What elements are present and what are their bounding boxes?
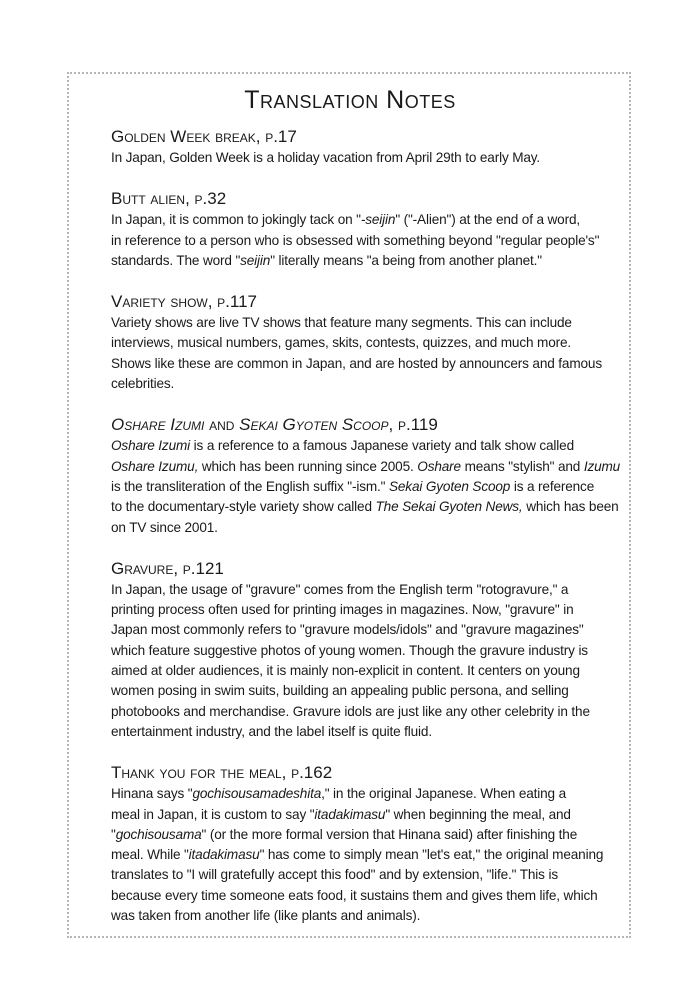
body-text: entertainment industry, and the label itself is quite fluid. <box>111 723 432 739</box>
italic-term: gochisousama <box>115 826 202 842</box>
body-text: In Japan, it is common to jokingly tack on " <box>111 212 361 228</box>
heading-text: and <box>204 415 240 435</box>
note-heading <box>111 188 631 210</box>
note-heading <box>111 291 631 313</box>
note-heading <box>111 414 631 436</box>
italic-term: itadakimasu <box>188 847 260 863</box>
translation-note <box>111 188 631 271</box>
heading-text: Gravure, p.121 <box>111 558 224 578</box>
italic-term: Izumu <box>583 458 621 474</box>
body-text: is the transliteration of the English suffix "-ism." <box>111 478 389 494</box>
note-body-line <box>111 251 631 271</box>
body-text: celebrities. <box>111 376 175 392</box>
note-body-line <box>111 518 631 538</box>
italic-term: Oshare <box>417 458 461 474</box>
note-body-line <box>111 148 631 168</box>
italic-term: Sekai Gyoten Scoop <box>388 478 511 494</box>
italic-term: The Sekai Gyoten News, <box>375 499 523 515</box>
note-body-line <box>111 805 631 825</box>
body-text: " ("-Alien") at the end of a word, <box>395 212 580 228</box>
body-text: In Japan, Golden Week is a holiday vacation from April 29th to early May. <box>111 150 541 165</box>
body-text: photobooks and merchandise. Gravure idols are just like any other celebrity in the <box>111 703 590 719</box>
italic-term: itadakimasu <box>314 806 386 822</box>
body-text: ," in the original Japanese. When eating a <box>321 786 566 802</box>
body-text: to the documentary-style variety show called <box>111 499 376 515</box>
body-text: which has been <box>522 499 619 515</box>
body-text: is a reference to a famous Japanese variety and talk show called <box>190 438 574 454</box>
note-heading <box>111 126 631 148</box>
body-text: " <box>111 826 116 842</box>
note-body-line <box>111 886 631 906</box>
heading-text: , p.119 <box>388 415 438 435</box>
body-text: Japan most commonly refers to "gravure models/idols" and "gravure magazines" <box>111 622 584 638</box>
body-text: meal. While " <box>111 847 189 863</box>
body-text: which has been running since 2005. <box>198 458 418 474</box>
body-text: translates to "I will gratefully accept this food" and by extension, "life." This is <box>111 867 558 883</box>
note-body-line <box>111 436 631 456</box>
italic-term: Oshare Izumi <box>111 438 191 454</box>
body-text: Variety shows are live TV shows that feature many segments. This can include <box>111 315 572 331</box>
body-text: was taken from another life (like plants and animals). <box>111 908 421 924</box>
body-text: in reference to a person who is obsessed with something beyond "regular people's" <box>111 232 600 248</box>
heading-text: Thank you for the meal, p.162 <box>111 763 333 783</box>
note-body-line <box>111 210 631 230</box>
body-text: is a reference <box>510 478 595 494</box>
translation-note <box>111 291 631 394</box>
body-text: " has come to simply mean "let's eat," the original meaning <box>259 847 604 863</box>
note-body-line <box>111 477 631 497</box>
body-text: which feature suggestive photos of young women. Though the gravure industry is <box>111 642 588 658</box>
body-text: " when beginning the meal, and <box>385 806 571 822</box>
heading-text: Variety show, p.117 <box>111 292 258 312</box>
note-body-line <box>111 374 631 394</box>
translation-note <box>111 414 631 537</box>
body-text: meal in Japan, it is custom to say " <box>111 806 315 822</box>
translation-note <box>111 762 631 926</box>
note-body-line <box>111 641 631 661</box>
italic-term: seijin <box>240 252 271 268</box>
body-text: In Japan, the usage of "gravure" comes from the English term "rotogravure," a <box>111 581 569 597</box>
body-text: means "stylish" and <box>460 458 584 474</box>
note-body-line <box>111 580 631 600</box>
body-text: aimed at older audiences, it is mainly non-explicit in content. It centers on young <box>111 663 580 679</box>
body-text: " (or the more formal version that Hinana said) after finishing the <box>201 826 578 842</box>
heading-text: Golden Week break, p.17 <box>111 127 297 146</box>
note-body-line <box>111 825 631 845</box>
note-body-line <box>111 681 631 701</box>
note-body-line <box>111 722 631 742</box>
note-body-line <box>111 354 631 374</box>
note-body-line <box>111 231 631 251</box>
body-text: women posing in swim suits, building an appealing public persona, and selling <box>111 683 569 699</box>
note-body-line <box>111 865 631 885</box>
note-body-line <box>111 620 631 640</box>
note-body-line <box>111 702 631 722</box>
body-text: on TV since 2001. <box>111 519 218 535</box>
body-text: printing process often used for printing images in magazines. Now, "gravure" in <box>111 602 574 618</box>
heading-text: Sekai Gyoten Scoop <box>239 415 389 435</box>
heading-text: Oshare Izumi <box>111 415 205 435</box>
body-text: interviews, musical numbers, games, skits, contests, quizzes, and much more. <box>111 335 572 351</box>
note-body-line <box>111 313 631 333</box>
body-text: because every time someone eats food, it sustains them and gives them life, which <box>111 887 598 903</box>
note-body-line <box>111 600 631 620</box>
note-body-line <box>111 661 631 681</box>
italic-term: gochisousamadeshita <box>192 786 322 802</box>
note-body-line <box>111 333 631 353</box>
note-body-line <box>111 906 631 926</box>
note-body-line <box>111 845 631 865</box>
note-heading <box>111 762 631 784</box>
italic-term: Oshare Izumu, <box>111 458 199 474</box>
translation-note <box>111 126 631 168</box>
page-title: Translation Notes <box>244 86 456 114</box>
heading-text: Butt alien, p.32 <box>111 189 227 209</box>
italic-term: -seijin <box>360 212 396 228</box>
note-body-line <box>111 784 631 804</box>
note-heading <box>111 558 631 580</box>
translation-notes-list <box>111 126 631 946</box>
translation-note <box>111 558 631 742</box>
body-text: Shows like these are common in Japan, and are hosted by announcers and famous <box>111 355 602 371</box>
body-text: Hinana says " <box>111 786 193 802</box>
note-body-line <box>111 457 631 477</box>
note-body-line <box>111 497 631 517</box>
body-text: " literally means "a being from another planet." <box>270 252 542 268</box>
body-text: standards. The word " <box>111 252 241 268</box>
